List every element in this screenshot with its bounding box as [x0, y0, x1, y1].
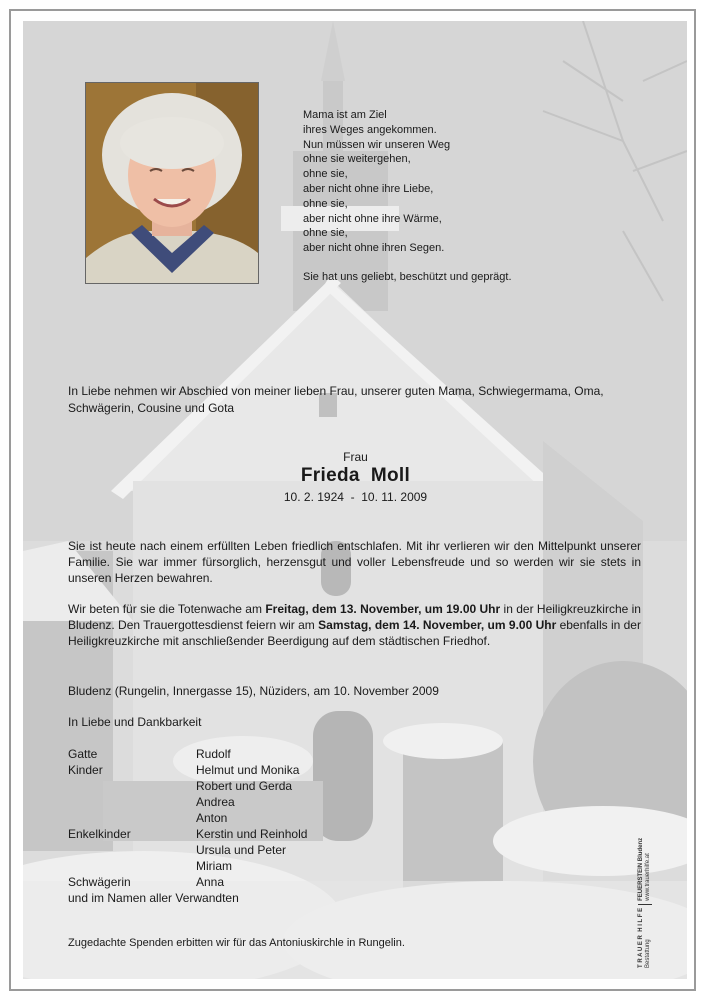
funeral-home-line: FEUERSTEIN Bludenz — [638, 837, 644, 901]
family-row — [68, 810, 468, 826]
poem-line: ihres Weges angekommen. — [303, 123, 437, 136]
poem-line: ohne sie, — [303, 197, 348, 210]
poem-line: aber nicht ohne ihre Liebe, — [303, 182, 434, 195]
gratitude-line: In Liebe und Dankbarkeit — [68, 715, 202, 729]
family-name: Rudolf — [196, 747, 231, 761]
family-name: Kerstin und Reinhold — [196, 827, 308, 841]
funeral-home-line: T R A U E R H I L F E — [638, 907, 644, 968]
poem-line: ohne sie, — [303, 227, 348, 240]
family-row — [68, 874, 468, 890]
family-row — [68, 842, 468, 858]
funeral-home-line: Bestattung — [645, 939, 651, 968]
family-name: Anton — [196, 811, 228, 825]
family-row — [68, 890, 468, 906]
name-prefix: Frau — [343, 450, 368, 464]
family-row — [68, 778, 468, 794]
funeral-home-credit — [638, 838, 652, 968]
funeral-datetime: Samstag, dem 14. November, um 9.00 Uhr — [318, 618, 557, 633]
family-row — [68, 826, 468, 842]
family-row — [68, 858, 468, 874]
family-role: Kinder — [68, 763, 103, 777]
family-row — [68, 762, 468, 778]
family-name: Robert und Gerda — [196, 779, 293, 793]
poem — [303, 108, 512, 285]
service-text: Wir beten für sie die Totenwache am — [68, 602, 266, 616]
poem-line: Nun müssen wir unseren Weg — [303, 138, 451, 151]
family-name: Anna — [196, 875, 225, 889]
poem-line: ohne sie weitergehen, — [303, 153, 411, 166]
portrait-photo — [85, 82, 259, 284]
separator-line — [638, 904, 652, 905]
donation-note: Zugedachte Spenden erbitten wir für das Antoniuskirchle in Rungelin. — [68, 937, 405, 949]
intro-text: In Liebe nehmen wir Abschied von meiner lieben Frau, unserer guten Mama, Schwiegermama, Oma, Schwägerin, Cousine und Gota — [68, 384, 604, 415]
family-name: Helmut und Monika — [196, 763, 300, 777]
poem-closing: Sie hat uns geliebt, beschützt und geprägt. — [303, 270, 512, 283]
poem-line: aber nicht ohne ihren Segen. — [303, 242, 445, 255]
family-role: und im Namen aller Verwandten — [68, 891, 239, 905]
family-role: Schwägerin — [68, 875, 131, 889]
service-paragraph — [68, 601, 641, 650]
poem-line: ohne sie, — [303, 168, 348, 181]
deceased-name: Frieda Moll — [300, 465, 411, 486]
obituary-paragraph: Sie ist heute nach einem erfüllten Leben friedlich entschlafen. Mit ihr verlieren wir den Mittelpunkt unserer Familie. Sie war immer fürsorglich, herzensgut und voller Lebensfreude und so werden wir sie stets in unseren Herzen bewahren. — [68, 539, 641, 586]
family-role: Gatte — [68, 747, 98, 761]
family-role: Enkelkinder — [68, 827, 131, 841]
place-date: Bludenz (Rungelin, Innergasse 15), Nüziders, am 10. November 2009 — [68, 684, 439, 698]
family-name: Miriam — [196, 859, 232, 873]
family-row — [68, 794, 468, 810]
service-text: in der Heiligkreuzkirche in Bludenz. Den Trauergottesdienst feiern wir am — [68, 602, 641, 633]
family-list — [68, 746, 468, 906]
service-text: ebenfalls in der Heiligkreuzkirche mit anschließender Beerdigung auf dem städtischen Friedhof. — [68, 618, 641, 649]
funeral-home-website: www.trauerhilfe.at — [645, 853, 651, 901]
family-name: Andrea — [196, 795, 235, 809]
wake-datetime: Freitag, dem 13. November, um 19.00 Uhr — [265, 602, 501, 616]
life-dates: 10. 2. 1924 - 10. 11. 2009 — [283, 490, 428, 504]
poem-line: aber nicht ohne ihre Wärme, — [303, 212, 442, 225]
family-row — [68, 746, 468, 762]
poem-line: Mama ist am Ziel — [303, 109, 387, 121]
family-name: Ursula und Peter — [196, 843, 287, 857]
